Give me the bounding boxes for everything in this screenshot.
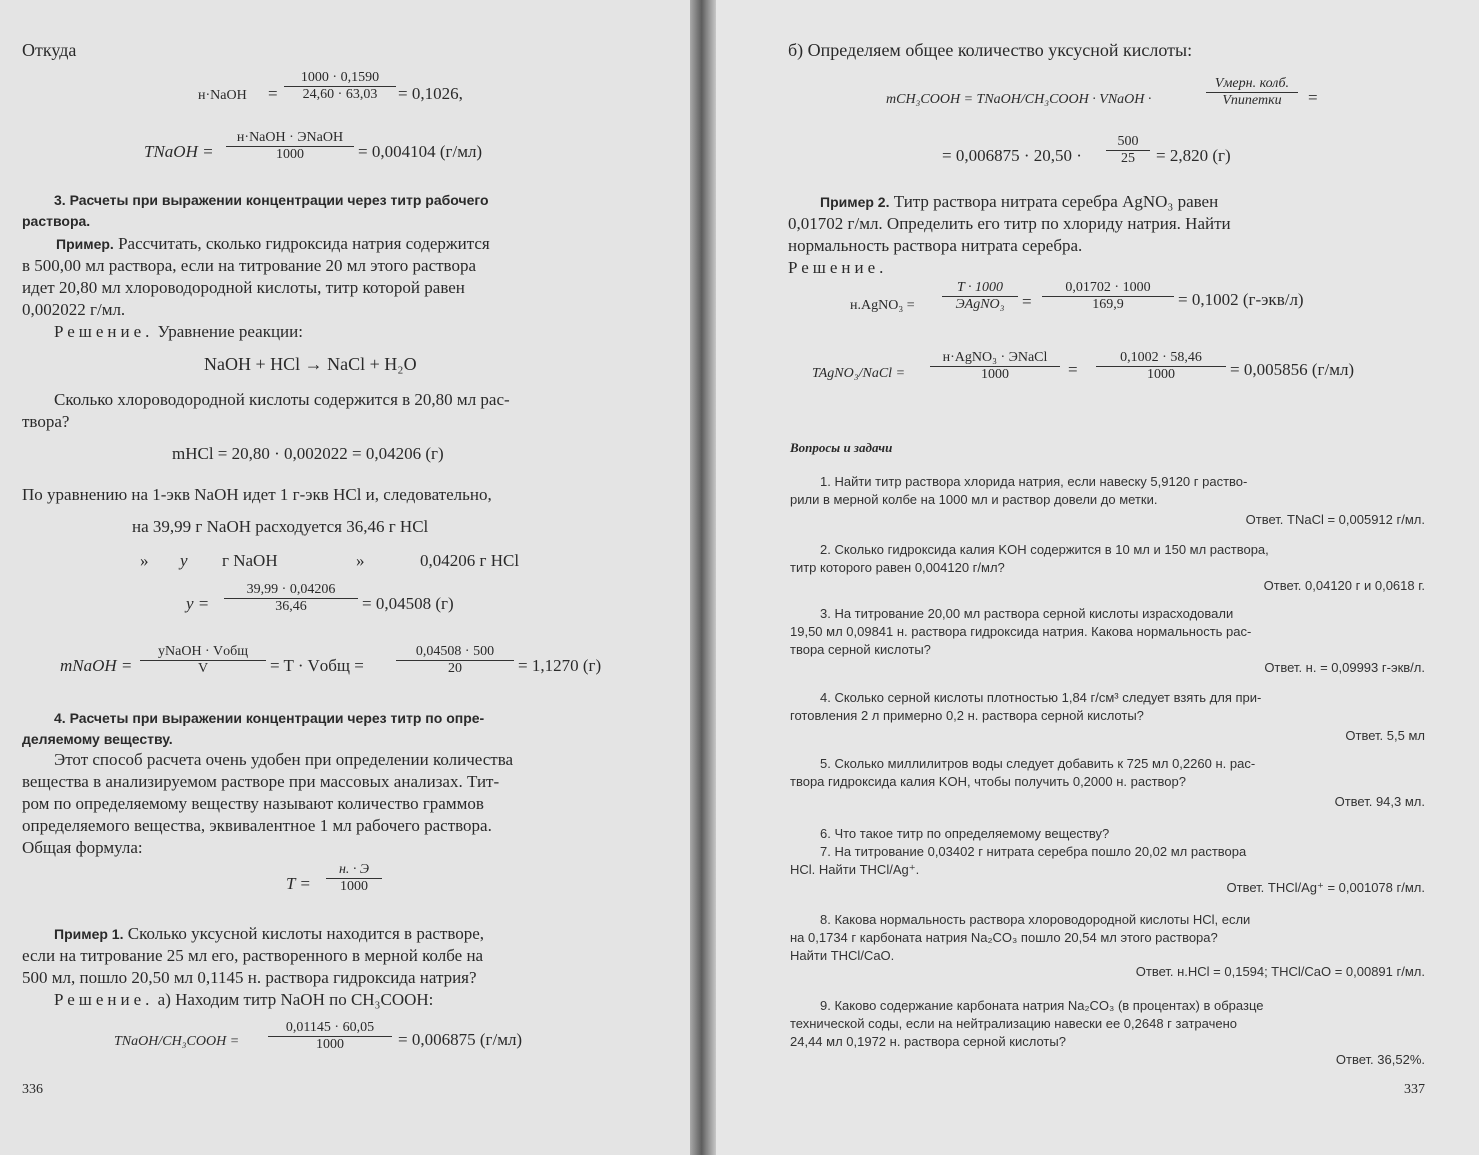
paragraph-line: Пример 1. Сколько уксусной кислоты находится в растворе, xyxy=(54,924,485,943)
paragraph-line: 0,01702 г/мл. Определить его титр по хлориду натрия. Найти xyxy=(788,214,1231,233)
formula-lhs: TAgNO₃/NaCl = xyxy=(812,366,906,381)
paragraph-line: определяемого вещества, эквивалентное 1 мл рабочего раствора. xyxy=(22,816,492,835)
question-line: 1. Найти титр раствора хлорида натрия, если навеску 5,9120 г раство- xyxy=(820,474,1248,489)
question-line: 4. Сколько серной кислоты плотностью 1,84 г/см³ следует взять для при- xyxy=(820,690,1262,705)
question-line: 6. Что такое титр по определяемому веществу? xyxy=(820,826,1110,841)
fraction: Vмерн. колб. Vпипетки xyxy=(1206,76,1298,109)
equals: = xyxy=(1022,292,1032,311)
question-line: 8. Какова нормальность раствора хлороводородной кислоты HCl, если xyxy=(820,912,1251,927)
paragraph-line: твора? xyxy=(22,412,70,431)
answer: Ответ. н.HCl = 0,1594; THCl/CaO = 0,00891 г/мл. xyxy=(1135,964,1425,979)
answer: Ответ. THCl/Ag⁺ = 0,001078 г/мл. xyxy=(1226,880,1425,895)
paragraph-line: в 500,00 мл раствора, если на титрование 20 мл этого раствора xyxy=(22,256,477,275)
solution-line: Решение. а) Находим титр NaOH по CH₃COOH: xyxy=(54,990,434,1009)
answer: Ответ. 36,52%. xyxy=(1335,1052,1425,1067)
formula-result: = 2,820 (г) xyxy=(1156,146,1231,165)
reaction-equation: NaOH + HCl → NaCl + H₂O xyxy=(204,354,417,374)
answer: Ответ. 5,5 мл xyxy=(1345,728,1425,743)
answer: Ответ. TNaCl = 0,005912 г/мл. xyxy=(1245,512,1425,527)
fraction: T · 1000 ЭAgNO₃ xyxy=(942,280,1018,313)
question-line: 2. Сколько гидроксида калия KOH содержится в 10 мл и 150 мл раствора, xyxy=(820,542,1269,557)
formula-lhs: mNaOH = xyxy=(60,656,133,675)
formula-lhs: TNaOH = xyxy=(144,142,214,161)
fraction: н. · Э 1000 xyxy=(326,862,382,895)
ditto: » xyxy=(356,551,365,570)
section-heading: 3. Расчеты при выражении концентрации через титр рабочего xyxy=(54,192,489,208)
solution-label: Решение. xyxy=(788,258,888,277)
question-line: титр которого равен 0,004120 г/мл? xyxy=(790,560,1005,575)
paragraph-line: если на титрование 25 мл его, растворенного в мерной колбе на xyxy=(22,946,484,965)
fraction: $\frac{0,01702 \cdot 1000}{169,9}$ xyxy=(1042,280,1174,313)
formula-result: = 0,005856 (г/мл) xyxy=(1230,360,1355,379)
fraction: $\frac{0,04508 \cdot 500}{20}$ xyxy=(396,644,514,677)
formula: mHCl = 20,80 · 0,002022 = 0,04206 (г) xyxy=(172,444,444,463)
proportion-text: 0,04206 г HCl xyxy=(420,551,520,570)
equals: = xyxy=(268,84,278,103)
paragraph-line: 0,002022 г/мл. xyxy=(22,300,126,319)
formula-result: = 0,1026, xyxy=(398,84,463,103)
paragraph-line: 500 мл, пошло 20,50 мл 0,1145 н. раствора гидроксида натрия? xyxy=(22,968,477,987)
fraction: $\frac{39,99 \cdot 0,04206}{36,46}$ xyxy=(224,582,358,615)
section-heading: 4. Расчеты при выражении концентрации через титр по опре- xyxy=(54,710,485,726)
formula-result: = 0,006875 (г/мл) xyxy=(398,1030,523,1049)
fraction: $\frac{0,01145 \cdot 60,05}{1000}$ xyxy=(268,1020,392,1053)
proportion-line: на 39,99 г NaOH расходуется 36,46 г HCl xyxy=(132,517,429,536)
question-line: Найти THCl/CaO. xyxy=(790,948,895,963)
question-line: технической соды, если на нейтрализацию навески ее 0,2648 г затрачено xyxy=(790,1016,1237,1031)
formula-lhs: T = xyxy=(286,874,311,893)
question-line: 7. На титрование 0,03402 г нитрата серебра пошло 20,02 мл раствора xyxy=(820,844,1247,859)
formula-result: = 0,004104 (г/мл) xyxy=(358,142,483,161)
page-number: 337 xyxy=(1404,1082,1425,1097)
section-heading: раствора. xyxy=(22,213,91,229)
answer: Ответ. 94,3 мл. xyxy=(1334,794,1425,809)
paragraph-line: Пример 2. Титр раствора нитрата серебра AgNO₃ равен xyxy=(820,192,1219,211)
paragraph-line: идет 20,80 мл хлороводородной кислоты, титр которой равен xyxy=(22,278,465,297)
questions-heading: Вопросы и задачи xyxy=(790,440,893,455)
section-heading: деляемому веществу. xyxy=(22,731,173,747)
formula-lhs: y = xyxy=(186,594,210,613)
fraction: н·AgNO₃ · ЭNaCl 1000 xyxy=(930,350,1060,383)
solution-line: Решение. Уравнение реакции: xyxy=(54,322,303,341)
formula-lhs: mCH₃COOH = TNaOH/CH₃COOH · VNaOH · xyxy=(886,92,1152,107)
paragraph-line: По уравнению на 1-экв NaOH идет 1 г-экв HCl и, следовательно, xyxy=(22,485,492,504)
paragraph-line: Пример. Рассчитать, сколько гидроксида натрия содержится xyxy=(56,234,490,253)
paragraph-line: вещества в анализируемом растворе при массовых анализах. Тит- xyxy=(22,772,500,791)
paragraph-line: б) Определяем общее количество уксусной кислоты: xyxy=(788,40,1193,60)
question-line: HCl. Найти THCl/Ag⁺. xyxy=(790,862,920,877)
paragraph-line: нормальность раствора нитрата серебра. xyxy=(788,236,1083,255)
formula-mid: = T · Vобщ = xyxy=(270,656,364,675)
formula-lhs: н·NaOH xyxy=(198,88,247,103)
question-line: 9. Каково содержание карбоната натрия Na₂CO₃ (в процентах) в образце xyxy=(820,998,1264,1013)
text-line: Откуда xyxy=(22,40,77,60)
question-line: 5. Сколько миллилитров воды следует добавить к 725 мл 0,2260 н. рас- xyxy=(820,756,1256,771)
paragraph-line: Общая формула: xyxy=(22,838,143,857)
fraction: $\frac{1000 \cdot 0,1590}{24,60 \cdot 63,03}$ xyxy=(284,70,396,103)
ditto: » xyxy=(140,551,149,570)
question-line: рили в мерной колбе на 1000 мл и раствор довели до метки. xyxy=(790,492,1158,507)
question-line: готовления 2 л примерно 0,2 н. раствора серной кислоты? xyxy=(790,708,1144,723)
question-line: твора гидроксида калия KOH, чтобы получить 0,2000 н. раствор? xyxy=(790,774,1186,789)
formula-result: = 1,1270 (г) xyxy=(518,656,602,675)
proportion-text: г NaOH xyxy=(222,551,278,570)
formula-lhs: TNaOH/CH₃COOH = xyxy=(114,1034,240,1049)
question-line: на 0,1734 г карбоната натрия Na₂CO₃ пошло 20,54 мл этого раствора? xyxy=(790,930,1218,945)
formula-result: = 0,04508 (г) xyxy=(362,594,454,613)
answer: Ответ. 0,04120 г и 0,0618 г. xyxy=(1263,578,1425,593)
question-line: 3. На титрование 20,00 мл раствора серной кислоты израсходовали xyxy=(820,606,1234,621)
paragraph-line: ром по определяемому веществу называют количество граммов xyxy=(22,794,484,813)
paragraph-line: Этот способ расчета очень удобен при определении количества xyxy=(54,750,514,769)
fraction: yNaOH · Vобщ V xyxy=(140,644,266,677)
formula-lhs: н.AgNO₃ = xyxy=(850,298,915,313)
fraction: $\frac{0,1002 \cdot 58,46}{1000}$ xyxy=(1096,350,1226,383)
fraction: н·NaOH · ЭNaOH 1000 xyxy=(226,130,354,163)
book-gutter xyxy=(690,0,716,1155)
variable: y xyxy=(180,551,188,570)
paragraph-line: Сколько хлороводородной кислоты содержится в 20,80 мл рас- xyxy=(54,390,510,409)
left-page xyxy=(0,0,690,1155)
answer: Ответ. н. = 0,09993 г-экв/л. xyxy=(1264,660,1425,675)
question-line: твора серной кислоты? xyxy=(790,642,931,657)
right-page xyxy=(716,0,1479,1155)
question-line: 24,44 мл 0,1972 н. раствора серной кислоты? xyxy=(790,1034,1066,1049)
question-line: 19,50 мл 0,09841 н. раствора гидроксида натрия. Какова нормальность рас- xyxy=(790,624,1252,639)
equals: = xyxy=(1068,360,1078,379)
formula-result: = 0,1002 (г-экв/л) xyxy=(1178,290,1304,309)
equals: = xyxy=(1308,88,1318,107)
formula: = 0,006875 · 20,50 · xyxy=(942,146,1082,165)
fraction: $\frac{500}{25}$ xyxy=(1106,134,1150,167)
page-number: 336 xyxy=(22,1082,43,1097)
